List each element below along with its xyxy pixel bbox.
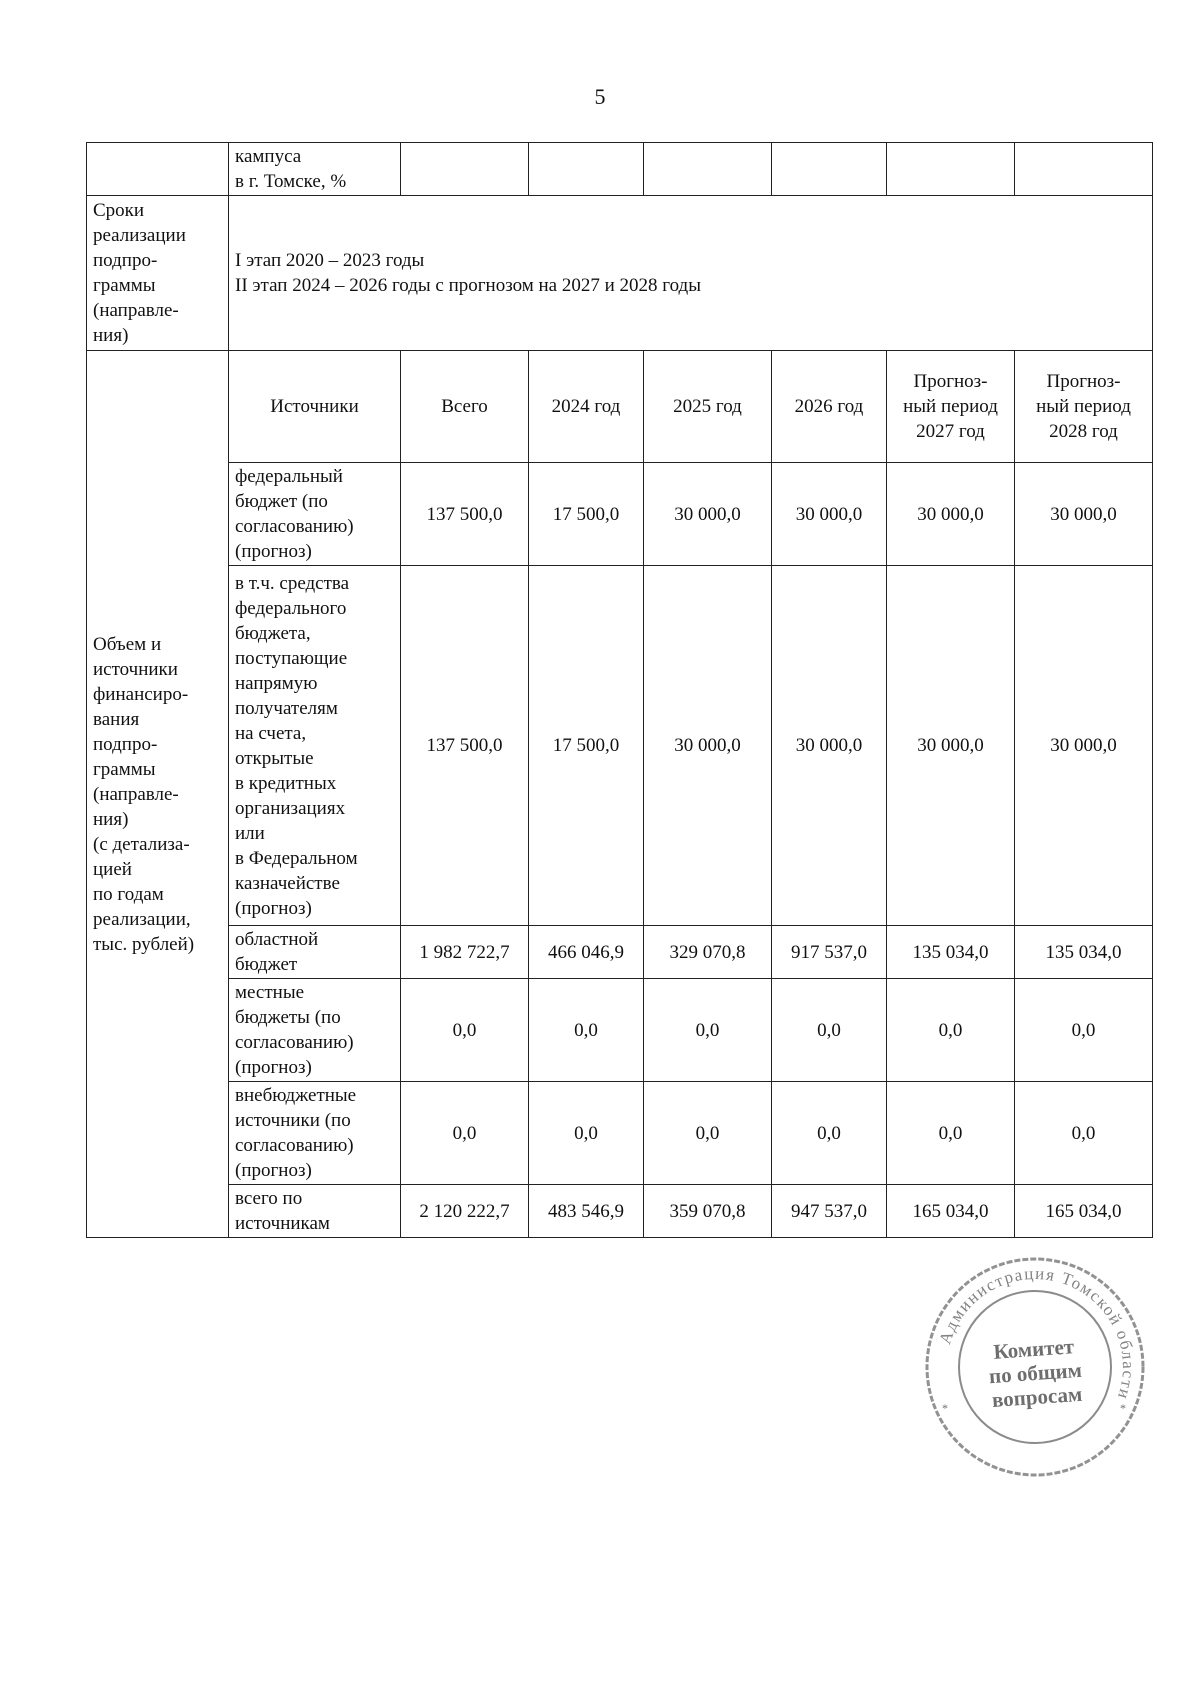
terms-label-line: подпро-: [93, 250, 158, 271]
subprogram-passport-table: [86, 142, 1153, 1238]
terms-label-line: реализации: [93, 225, 186, 246]
campus-text-line: кампуса: [235, 146, 302, 167]
empty-cell: [1015, 143, 1153, 196]
stage-1-text: I этап 2020 – 2023 годы: [235, 250, 425, 271]
source-line: (прогноз): [235, 1057, 312, 1078]
empty-cell: [887, 143, 1015, 196]
campus-label-cell: [87, 143, 229, 196]
source-line: бюджеты (по: [235, 1007, 341, 1028]
value-2025: 0,0: [644, 1082, 772, 1185]
header-2028-line: Прогноз-: [1046, 371, 1121, 392]
stamp-center-line: вопросам: [991, 1381, 1083, 1413]
source-regional: [229, 926, 401, 979]
empty-cell: [644, 143, 772, 196]
financing-label-line: по годам: [93, 883, 164, 905]
value-total: 0,0: [401, 1082, 529, 1185]
value-2026: 0,0: [772, 1082, 887, 1185]
source-line: в т.ч. средства: [235, 572, 350, 594]
stamp-center-line: по общим: [988, 1357, 1083, 1389]
value-2026: 947 537,0: [772, 1185, 887, 1238]
source-line: всего по: [235, 1188, 303, 1209]
financing-label-line: ния): [93, 808, 129, 830]
source-line: бюджет (по: [235, 491, 328, 512]
header-2027-line: Прогноз-: [913, 371, 988, 392]
source-line: в Федеральном: [235, 847, 358, 869]
value-2027: 0,0: [887, 1082, 1015, 1185]
value-2028: 135 034,0: [1015, 926, 1153, 979]
stamp-star-left: *: [942, 1401, 948, 1415]
source-local: [229, 979, 401, 1082]
stamp-center-line: Комитет: [992, 1334, 1075, 1364]
source-total: [229, 1185, 401, 1238]
financing-label-line: Объем и: [93, 633, 162, 655]
terms-label-line: ния): [93, 325, 129, 346]
header-2026: 2026 год: [772, 351, 887, 463]
financing-label-line: (с детализа-: [93, 833, 190, 855]
value-2028: 30 000,0: [1015, 463, 1153, 566]
value-2028: 30 000,0: [1015, 566, 1153, 926]
financing-label-line: источники: [93, 658, 178, 680]
value-2024: 483 546,9: [529, 1185, 644, 1238]
source-line: (прогноз): [235, 541, 312, 562]
source-line: (прогноз): [235, 897, 312, 919]
header-total: Всего: [401, 351, 529, 463]
value-total: 0,0: [401, 979, 529, 1082]
value-2028: 0,0: [1015, 979, 1153, 1082]
source-line: местные: [235, 982, 305, 1003]
value-2024: 0,0: [529, 1082, 644, 1185]
empty-cell: [529, 143, 644, 196]
financing-label-line: граммы: [93, 758, 156, 780]
value-2026: 0,0: [772, 979, 887, 1082]
terms-label-line: граммы: [93, 275, 156, 296]
value-2025: 329 070,8: [644, 926, 772, 979]
stamp-ring-text: Администрация Томской области: [935, 1263, 1139, 1403]
value-total: 137 500,0: [401, 566, 529, 926]
value-2025: 0,0: [644, 979, 772, 1082]
value-2027: 0,0: [887, 979, 1015, 1082]
stage-2-text: II этап 2024 – 2026 годы с прогнозом на 2027 и 2028 годы: [235, 275, 701, 296]
financing-header-row: [87, 351, 1153, 463]
value-2024: 17 500,0: [529, 566, 644, 926]
source-line: (прогноз): [235, 1160, 312, 1181]
source-line: получателям: [235, 697, 338, 719]
empty-cell: [401, 143, 529, 196]
table-row: [87, 979, 1153, 1082]
source-line: федеральный: [235, 466, 343, 487]
terms-stages-cell: [229, 196, 1153, 351]
table-row-total: [87, 1185, 1153, 1238]
official-stamp: [920, 1252, 1150, 1482]
source-line: казначействе: [235, 872, 340, 894]
financing-label-line: подпро-: [93, 733, 158, 755]
financing-label-line: финансиро-: [93, 683, 189, 705]
source-line: согласованию): [235, 516, 354, 537]
financing-label-line: реализации,: [93, 908, 191, 930]
source-line: или: [235, 822, 265, 844]
value-2026: 917 537,0: [772, 926, 887, 979]
financing-label: [87, 351, 229, 1238]
terms-label-line: Сроки: [93, 200, 145, 221]
header-2028: [1015, 351, 1153, 463]
value-2026: 30 000,0: [772, 463, 887, 566]
value-2025: 30 000,0: [644, 463, 772, 566]
table-row: [87, 1082, 1153, 1185]
campus-text-line: в г. Томске, %: [235, 171, 347, 192]
source-line: федерального: [235, 597, 347, 619]
header-2025: 2025 год: [644, 351, 772, 463]
source-line: организациях: [235, 797, 346, 819]
stamp-star-right: *: [1120, 1401, 1126, 1415]
value-2026: 30 000,0: [772, 566, 887, 926]
source-line: областной: [235, 929, 319, 950]
value-2024: 466 046,9: [529, 926, 644, 979]
row-terms: [87, 196, 1153, 351]
source-line: источники (по: [235, 1110, 351, 1131]
header-2028-line: ный период: [1036, 396, 1131, 417]
value-2027: 165 034,0: [887, 1185, 1015, 1238]
header-2024: 2024 год: [529, 351, 644, 463]
source-line: напрямую: [235, 672, 318, 694]
financing-label-line: вания: [93, 708, 140, 730]
terms-label: [87, 196, 229, 351]
value-2025: 359 070,8: [644, 1185, 772, 1238]
value-total: 137 500,0: [401, 463, 529, 566]
value-2025: 30 000,0: [644, 566, 772, 926]
financing-label-line: цией: [93, 858, 132, 880]
source-federal: [229, 463, 401, 566]
value-2028: 165 034,0: [1015, 1185, 1153, 1238]
financing-label-line: тыс. рублей): [93, 933, 195, 955]
page-number: 5: [594, 84, 606, 109]
row-campus: [87, 143, 1153, 196]
table-row: [87, 566, 1153, 926]
source-line: бюджет: [235, 954, 298, 975]
source-line: согласованию): [235, 1032, 354, 1053]
value-2024: 0,0: [529, 979, 644, 1082]
financing-label-line: (направле-: [93, 783, 179, 805]
value-total: 1 982 722,7: [401, 926, 529, 979]
value-2027: 30 000,0: [887, 463, 1015, 566]
campus-indicator-cell: [229, 143, 401, 196]
header-2027-line: 2027 год: [916, 421, 985, 442]
source-line: на счета,: [235, 722, 307, 744]
value-total: 2 120 222,7: [401, 1185, 529, 1238]
source-line: внебюджетные: [235, 1085, 357, 1106]
value-2028: 0,0: [1015, 1082, 1153, 1185]
value-2027: 30 000,0: [887, 566, 1015, 926]
header-2028-line: 2028 год: [1049, 421, 1118, 442]
source-line: открытые: [235, 747, 314, 769]
header-2027: [887, 351, 1015, 463]
source-federal-direct: [229, 566, 401, 926]
empty-cell: [772, 143, 887, 196]
table-row: [87, 926, 1153, 979]
header-2027-line: ный период: [903, 396, 998, 417]
source-line: в кредитных: [235, 772, 337, 794]
source-line: согласованию): [235, 1135, 354, 1156]
source-extrabudgetary: [229, 1082, 401, 1185]
header-sources: Источники: [229, 351, 401, 463]
value-2024: 17 500,0: [529, 463, 644, 566]
value-2027: 135 034,0: [887, 926, 1015, 979]
source-line: источникам: [235, 1213, 330, 1234]
terms-label-line: (направле-: [93, 300, 179, 321]
table-row: [87, 463, 1153, 566]
source-line: бюджета,: [235, 622, 311, 644]
source-line: поступающие: [235, 647, 348, 669]
